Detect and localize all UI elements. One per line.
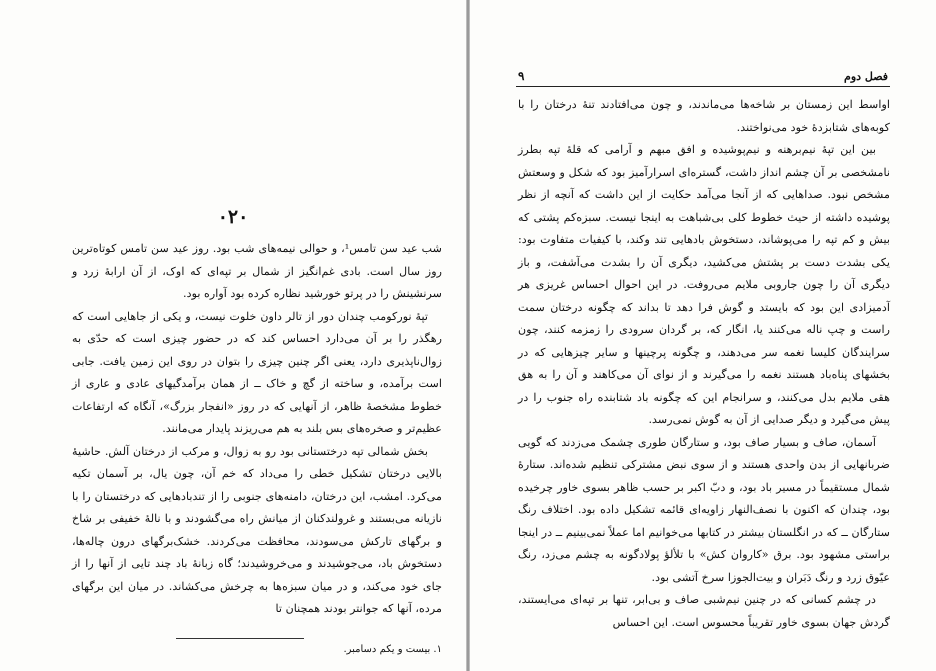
paragraph: اواسط این زمستان بر شاخه‌ها می‌ماندند، و چون می‌افتادند تنهٔ درختان را با کوبه‌های شتابزدهٔ خود می‌نواختند. xyxy=(518,98,890,134)
paragraph: تپهٔ نورکومب چندان دور از تالر داون خلوت نیست، و یکی از جاهایی است که رهگذر را بر آن می‌دارد احساس کند که در حضور چیزی است که حدّی به زوال‌ناپذیری دارد، یعنی اگر چنین چیزی را بتوان در روی این زمین یافت. جابی است برآمده، و ساخته از گچ و خاک ــ از همان برآمدگیهای عادی و عاری از خطوط مشخصهٔ ظاهر، از آنهایی که در روز «انفجار بزرگ»، آنگاه که ارتفاعات عظیم‌تر و صخره‌های بس بلند به هم می‌ریزند پایدار می‌مانند. xyxy=(72,309,442,435)
section-number: ۰۲۰ xyxy=(217,206,249,228)
page-number: ۹ xyxy=(518,69,525,83)
paragraph: آسمان، صاف و بسیار صاف بود، و ستارگان طوری چشمک می‌زدند که گویی ضربانهایی از بدن واحدی هستند و از سوی نبض مشترکی تنظیم شده‌اند. ستارهٔ شمال مستقیماً در مسیر باد بود، و دبّ اکبر بر حسب ظاهر بسوی خاور چرخیده بود، چندان که اکنون با نصف‌النهار زاویه‌ای قائمه تشکیل داده بود. اختلاف رنگ ستارگان ــ که در انگلستان بیشتر در کتابها می‌خوانیم اما عملاً نمی‌بینیم ــ در اینجا براستی مشهود بود. برق «کاروان کش» با تلألؤ پولادگونه به چشم می‌زد، رنگ عیّوق زرد و رنگ دَبَران و بیت‌الجوزا سرخ آتشی بود. xyxy=(518,435,890,584)
chapter-title: فصل دوم xyxy=(844,70,888,83)
paragraph: شب عید سن تامس¹، و حوالی نیمه‌های شب بود. روز عید سن تامس کوتاه‌ترین روز سال است. بادی غم‌انگیز از شمال بر تپه‌ای که اوک، از آن ارابهٔ زرد و سرنشینش را در پرتو خورشید نظاره کرده بود آواره بود. xyxy=(72,242,442,300)
right-page xyxy=(470,0,936,671)
left-page xyxy=(0,0,466,671)
paragraph: در چشم کسانی که در چنین نیم‌شبی صاف و بی‌ابر، تنها بر تپه‌ای می‌ایستند، گردش جهان بسوی خاور تقریباً محسوس است. این احساس xyxy=(518,593,890,629)
running-header xyxy=(516,66,890,87)
footnote-divider xyxy=(176,638,304,639)
paragraph: بین این تپهٔ نیم‌برهنه و نیم‌پوشیده و افق مبهم و آرامی که قلهٔ تپه بطرز نامشخصی بر آن چشم انداز داشت، گستره‌ای اسرارآمیز بود که شکل و وسعتش مشخص نبود. صداهایی که از آنجا می‌آمد حکایت از این داشت که آنچه از نظر پوشیده داشته از حیث خطوط کلی بی‌شباهت به اینجا نیست. سبزه‌کم پشتی که بیش و کم تپه را می‌پوشاند، دستخوش بادهایی تند وکند، با کیفیات متفاوت بود: یکی بشدت دست بر پشتش می‌کشید، دیگری آن را بشدت می‌آشفت، و باز دیگری آن را چون جاروبی ملایم می‌روفت. در این احوال احساس غریزی هر آدمیزادی این بود که بایستد و گوش فرا دهد تا بداند که چگونه درختان سمت راست و چپ ناله می‌کنند یا، انگار که، بر گردان سرودی را زمزمه کنند، چون سرایندگان کلیسا نغمه سر می‌دهند، و چگونه پرچینها و سایر چیزهایی که در بخشهای پناه‌باد هستند نغمه را می‌گیرند و از نوای آن می‌کاهند و آن را به هق هقی ملایم بدل می‌کنند، و سرانجام این که چگونه باد شتابنده راه جنوب را در پیش می‌گیرد و دیگر صدایی از آن به گوش نمی‌رسد. xyxy=(518,143,890,426)
left-page-body xyxy=(72,238,442,621)
footnote: ۱. بیست و یکم دسامبر. xyxy=(343,644,442,655)
paragraph: بخش شمالی تپه درختستانی بود رو به زوال، و مرکب از درختان آلش. حاشیهٔ بالایی درختان تشکیل خطی را می‌داد که خم آن، چون یال، بر آسمان تکیه می‌کرد. امشب، این درختان، دامنه‌های جنوبی را از تندبادهایی که درختستان را با نازیانه می‌بستند و غرولندکنان از میانش راه می‌گشودند و با ناله‌ٔ خفیفی بر شاخ و برگهای تارکش می‌سودند، محافظت می‌کردند. خشک‌برگهای درون چاله‌ها، دستخوش باد، می‌جوشیدند و می‌خروشیدند؛ گاه زبانهٔ باد چند تایی از آنها را از جای خود می‌کند، و در میان سبزه‌ها به چرخش می‌کشاند. در میان این برگهای مرده، آنها که جوانتر بودند همچنان تا xyxy=(72,444,442,615)
right-page-body xyxy=(518,94,890,634)
